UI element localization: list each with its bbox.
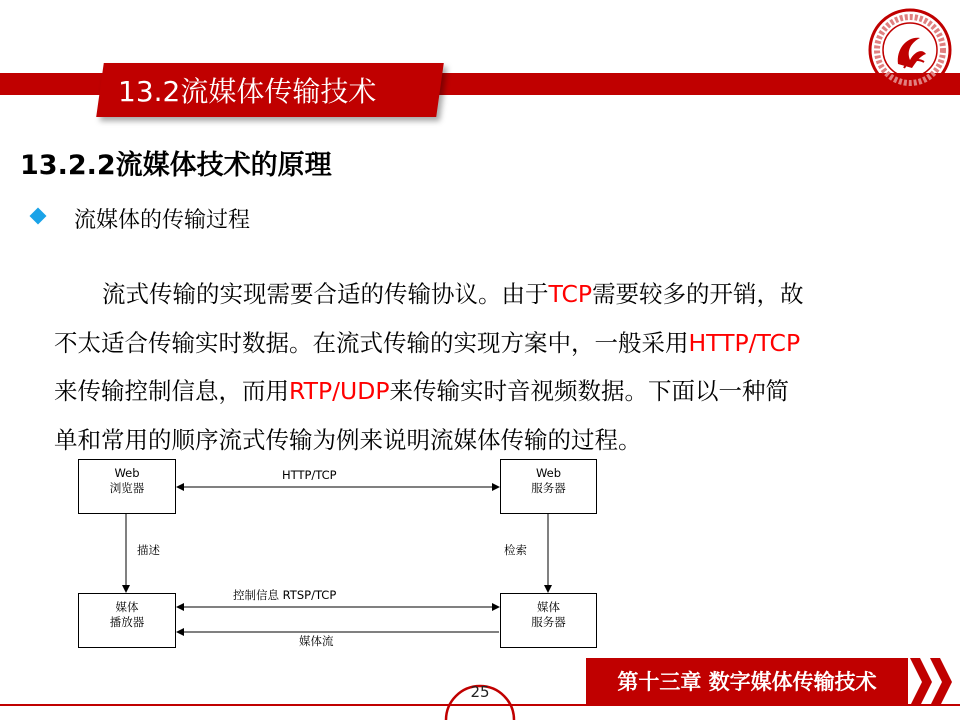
header-title: 13.2流媒体传输技术 (118, 75, 377, 108)
node-label: 服务器 (531, 481, 566, 495)
node-label: 播放器 (109, 615, 145, 629)
node-label: 媒体 (537, 600, 560, 614)
text-run: 来传输实时音视频数据。下面以一种简 (389, 377, 790, 405)
page-number: 25 (470, 683, 490, 701)
node-media-player (78, 593, 176, 648)
text-run: 来传输控制信息，而用 (54, 377, 289, 405)
edge-label-describe: 描述 (137, 543, 160, 557)
text-run: 单和常用的顺序流式传输为例来说明流媒体传输的过程。 (54, 425, 642, 454)
node-label: 媒体 (115, 600, 139, 614)
edge-label-stream: 媒体流 (299, 634, 334, 648)
highlight-rtp-udp: RTP/UDP (289, 377, 390, 405)
edge-label-control: 控制信息 RTSP/TCP (233, 588, 337, 602)
node-label: 服务器 (531, 615, 566, 629)
text-run: 流式传输的实现需要合适的传输协议。由于 (102, 280, 549, 308)
edge-label-http: HTTP/TCP (282, 468, 337, 482)
node-label: 浏览器 (109, 481, 145, 495)
node-label: Web (535, 466, 562, 480)
node-web-browser (78, 459, 176, 514)
chapter-title: 第十三章 数字媒体传输技术 (617, 670, 877, 694)
node-label: Web (114, 466, 140, 480)
highlight-http-tcp: HTTP/TCP (688, 328, 801, 357)
text-run: 不太适合传输实时数据。在流式传输的实现方案中，一般采用 (54, 328, 689, 357)
text-run: 需要较多的开销，故 (592, 280, 804, 308)
node-media-server (500, 593, 597, 648)
edge-label-retrieve: 检索 (504, 543, 527, 557)
bullet-text: 流媒体的传输过程 (74, 208, 251, 233)
node-web-server (500, 459, 597, 514)
section-title: 13.2.2流媒体技术的原理 (20, 150, 332, 181)
highlight-tcp: TCP (548, 280, 593, 308)
chevrons-icon (908, 658, 960, 706)
